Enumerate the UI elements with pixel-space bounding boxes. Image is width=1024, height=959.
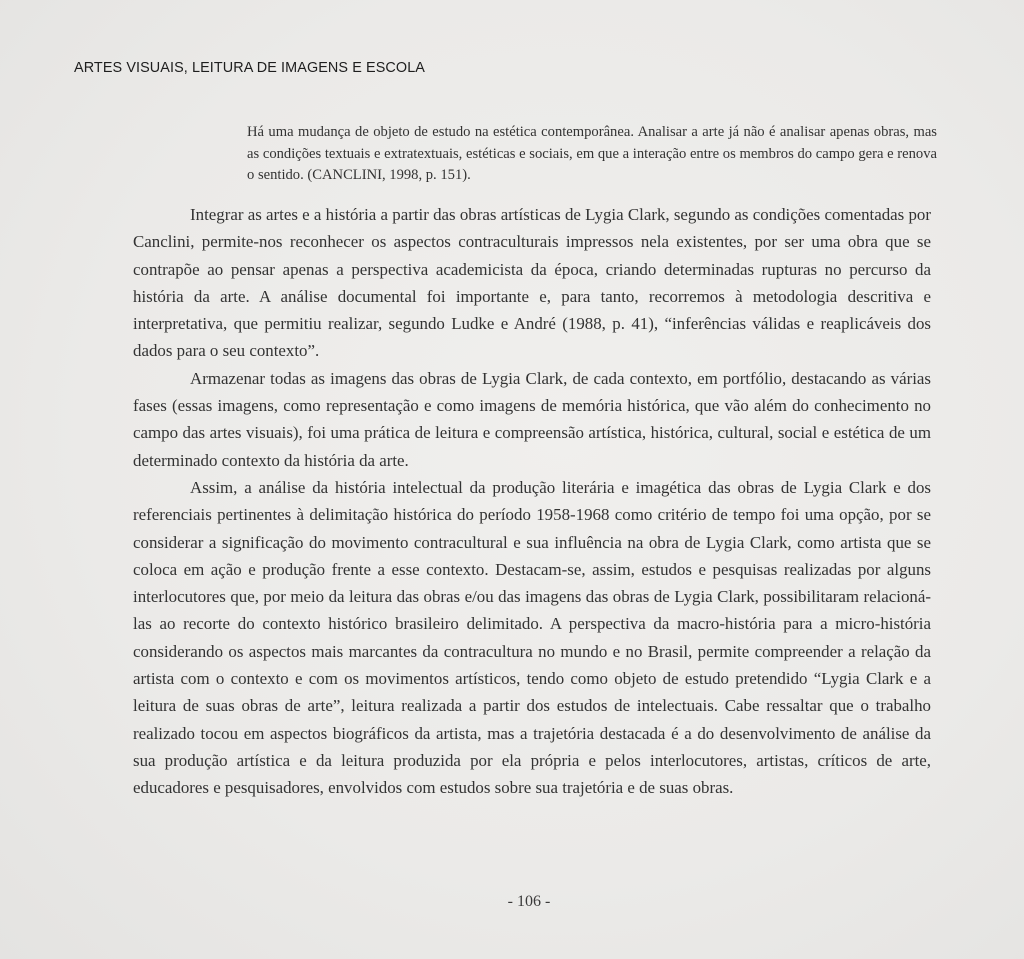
body-text bbox=[133, 201, 931, 802]
running-header: ARTES VISUAIS, LEITURA DE IMAGENS E ESCOLA bbox=[74, 60, 426, 76]
page-number: - 106 - bbox=[507, 893, 551, 910]
block-quotation: Há uma mudança de objeto de estudo na estética contemporânea. Analisar a arte já não é analisar apenas obras, mas as condições textuais e extratextuais, estéticas e sociais, em que a interação entre os membros do campo gera e renova o sentido. (CANCLINI, 1998, p. 151). bbox=[247, 124, 937, 183]
paragraph: Assim, a análise da história intelectual da produção literária e imagética das obras de Lygia Clark e dos referenciais pertinentes à delimitação histórica do período 1958-1968 como critério de tempo foi uma opção, por se considerar a significação do movimento contracultural e sua influência na obra de Lygia Clark, como artista que se coloca em ação e produção frente a esse contexto. Destacam-se, assim, estudos e pesquisas realizadas por alguns interlocutores que, por meio da leitura das obras e/ou das imagens das obras de Lygia Clark, possibilitaram relacioná-las ao recorte do contexto histórico brasileiro delimitado. A perspectiva da macro-história para a micro-história considerando os aspectos mais marcantes da contracultura no mundo e no Brasil, permite compreender a relação da artista com o contexto e com os movimentos artísticos, tendo como objeto de estudo pretendido “Lygia Clark e a leitura de suas obras de arte”, leitura realizada a partir dos estudos de intelectuais. Cabe ressaltar que o trabalho realizado tocou em aspectos biográficos da artista, mas a trajetória destacada é a do desenvolvimento de análise da sua produção artística e da leitura produzida por ela própria e pelos interlocutores, artistas, críticos de arte, educadores e pesquisadores, envolvidos com estudos sobre sua trajetória e de suas obras. bbox=[133, 477, 931, 798]
paragraph: Armazenar todas as imagens das obras de Lygia Clark, de cada contexto, em portfólio, destacando as várias fases (essas imagens, como representação e como imagens de memória histórica, que vão além do conhecimento no campo das artes visuais), foi uma prática de leitura e compreensão artística, histórica, cultural, social e estética de um determinado contexto da história da arte. bbox=[133, 368, 931, 470]
paragraph: Integrar as artes e a história a partir das obras artísticas de Lygia Clark, segundo as condições comentadas por Canclini, permite-nos reconhecer os aspectos contraculturais impressos nela existentes, por ser uma obra que se contrapõe ao pensar apenas a perspectiva academicista da época, criando determinadas rupturas no percurso da história da arte. A análise documental foi importante e, para tanto, recorremos à metodologia descritiva e interpretativa, que permitiu realizar, segundo Ludke e André (1988, p. 41), “inferências válidas e reaplicáveis dos dados para o seu contexto”. bbox=[133, 205, 931, 361]
